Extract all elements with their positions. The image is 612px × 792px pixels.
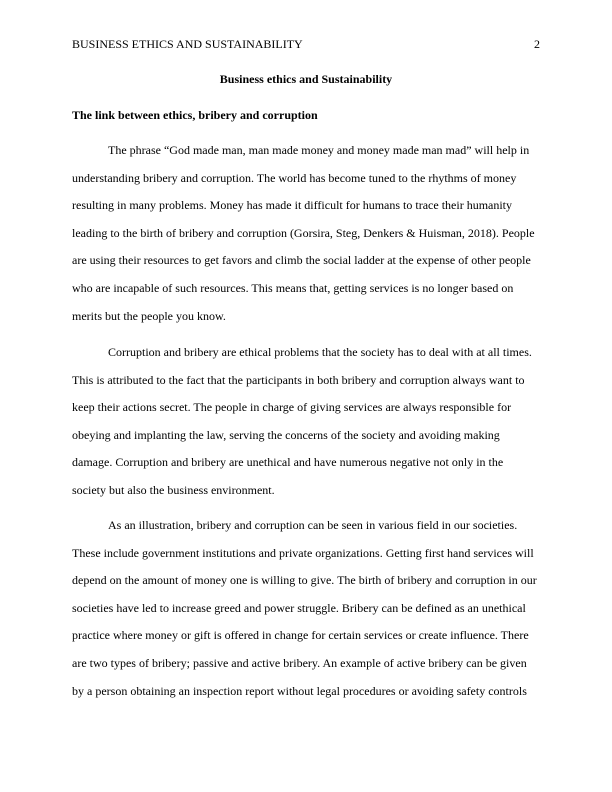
paragraph-line: society but also the business environment. <box>72 482 275 497</box>
paragraph-line: The phrase “God made man, man made money and money made man mad” will help in <box>108 143 530 157</box>
paragraph-line: Corruption and bribery are ethical problems that the society has to deal with at all times. <box>108 345 532 359</box>
paragraph-line: are two types of bribery; passive and active bribery. An example of active bribery can be given <box>72 655 527 670</box>
paragraph-line: societies have led to increase greed and power struggle. Bribery can be defined as an unethical <box>72 600 526 615</box>
paragraph-line: understanding bribery and corruption. The world has become tuned to the rhythms of money <box>72 170 517 185</box>
paragraph-line: These include government institutions and private organizations. Getting first hand services will <box>72 545 534 560</box>
paragraph-2 <box>72 344 542 510</box>
paragraph-line: obeying and implanting the law, serving the concerns of the society and avoiding making <box>72 427 500 442</box>
paragraph-line: leading to the birth of bribery and corruption (Gorsira, Steg, Denkers & Huisman, 2018). People <box>72 225 535 240</box>
paragraph-3 <box>72 517 542 710</box>
paragraph-line: keep their actions secret. The people in charge of giving services are always responsible for <box>72 400 512 415</box>
paragraph-line: resulting in many problems. Money has made it difficult for humans to trace their humanity <box>72 198 513 213</box>
paragraph-1 <box>72 142 542 335</box>
paragraph-line: are using their resources to get favors and climb the social ladder at the expense of other people <box>72 253 531 268</box>
section-heading: The link between ethics, bribery and corruption <box>72 108 318 122</box>
paragraph-line: merits but the people you know. <box>72 308 226 323</box>
paragraph-line: by a person obtaining an inspection report without legal procedures or avoiding safety controls <box>72 683 527 698</box>
document-title: Business ethics and Sustainability <box>219 72 393 86</box>
paragraph-line: As an illustration, bribery and corruption can be seen in various field in our societies. <box>108 518 518 532</box>
page-number: 2 <box>534 37 540 51</box>
paragraph-line: practice where money or gift is offered in change for certain services or create influence. There <box>72 628 529 643</box>
paragraph-line: damage. Corruption and bribery are unethical and have numerous negative not only in the <box>72 455 504 470</box>
paragraph-line: who are incapable of such resources. This means that, getting services is no longer based on <box>72 280 514 295</box>
page-header <box>72 36 540 52</box>
paragraph-line: depend on the amount of money one is willing to give. The birth of bribery and corruption in our <box>72 573 537 588</box>
paragraph-line: This is attributed to the fact that the participants in both bribery and corruption always want to <box>72 372 525 387</box>
running-head: BUSINESS ETHICS AND SUSTAINABILITY <box>72 37 303 51</box>
